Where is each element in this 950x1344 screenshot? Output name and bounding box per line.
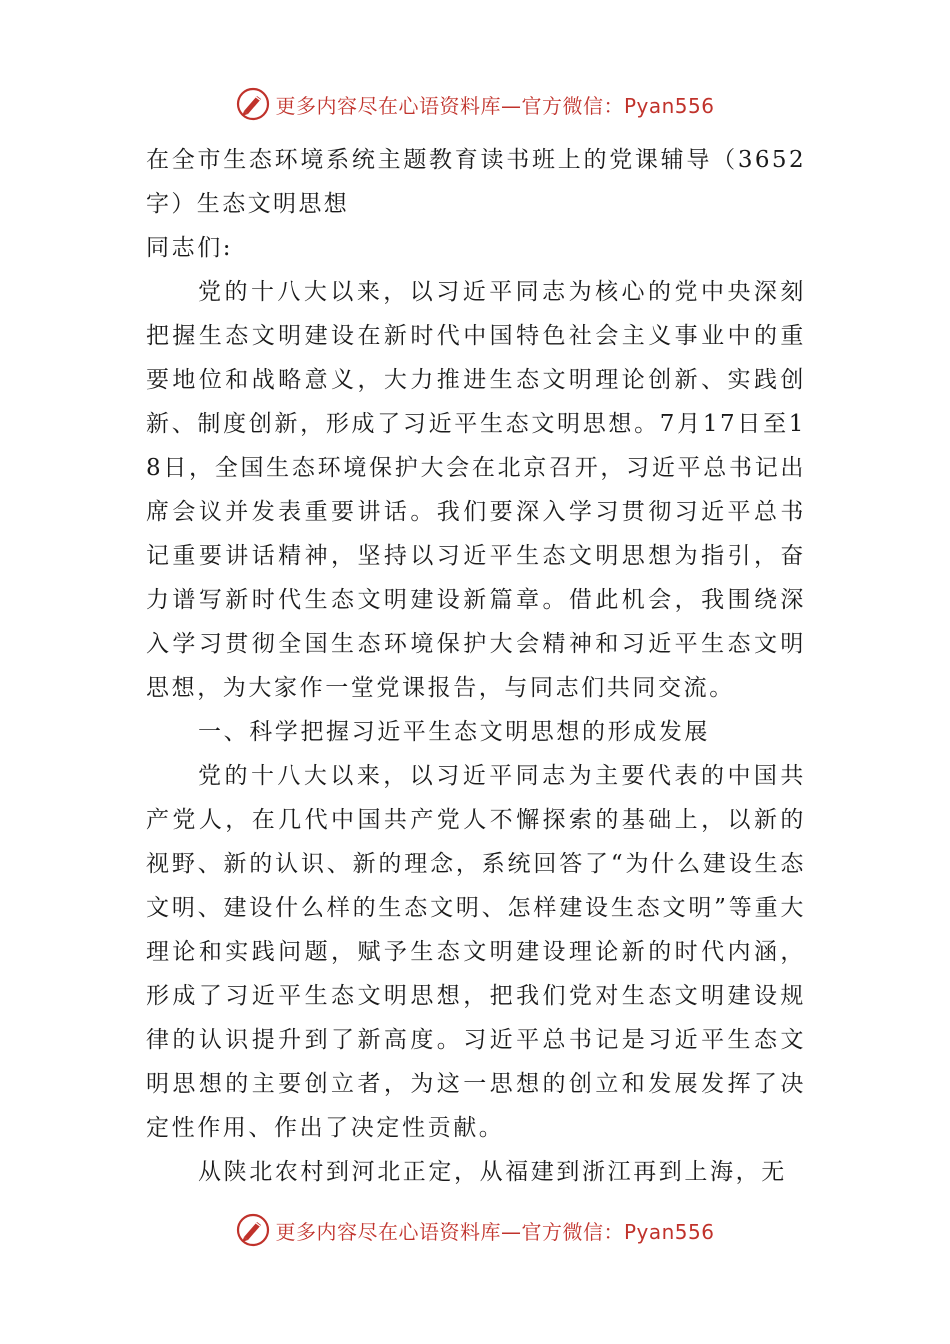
document-title: 在全市生态环境系统主题教育读书班上的党课辅导（3652字）生态文明思想 <box>146 147 806 217</box>
pen-logo-icon <box>235 1212 271 1248</box>
pen-logo-icon <box>235 86 271 122</box>
paragraph: 党的十八大以来，以习近平同志为核心的党中央深刻把握生态文明建设在新时代中国特色社会主义事业中的重要地位和战略意义，大力推进生态文明理论创新、实践创新、制度创新，形成了习近平生态文明思想。7月17日至18日，全国生态环境保护大会在北京召开，习近平总书记出席会议并发表重要讲话。我们要深入学习贯彻习近平总书记重要讲话精神，坚持以习近平生态文明思想为指引，奋力谱写新时代生态文明建设新篇章。借此机会，我围绕深入学习贯彻全国生态环境保护大会精神和习近平生态文明思想，为大家作一堂党课报告，与同志们共同交流。 <box>146 279 806 701</box>
salutation: 同志们: <box>146 235 234 261</box>
header-banner <box>0 84 950 124</box>
section-heading: 一、科学把握习近平生态文明思想的形成发展 <box>198 719 710 745</box>
banner-text: 更多内容尽在心语资料库—官方微信：Pyan556 <box>275 1219 715 1244</box>
footer-banner <box>0 1210 950 1250</box>
banner-text: 更多内容尽在心语资料库—官方微信：Pyan556 <box>275 93 715 118</box>
document-body <box>146 138 806 1194</box>
paragraph: 党的十八大以来，以习近平同志为主要代表的中国共产党人，在几代中国共产党人不懈探索的基础上，以新的视野、新的认识、新的理念，系统回答了“为什么建设生态文明、建设什么样的生态文明、怎样建设生态文明”等重大理论和实践问题，赋予生态文明建设理论新的时代内涵，形成了习近平生态文明思想，把我们党对生态文明建设规律的认识提升到了新高度。习近平总书记是习近平生态文明思想的主要创立者，为这一思想的创立和发展发挥了决定性作用、作出了决定性贡献。 <box>146 763 806 1141</box>
paragraph: 从陕北农村到河北正定，从福建到浙江再到上海，无 <box>198 1159 787 1185</box>
